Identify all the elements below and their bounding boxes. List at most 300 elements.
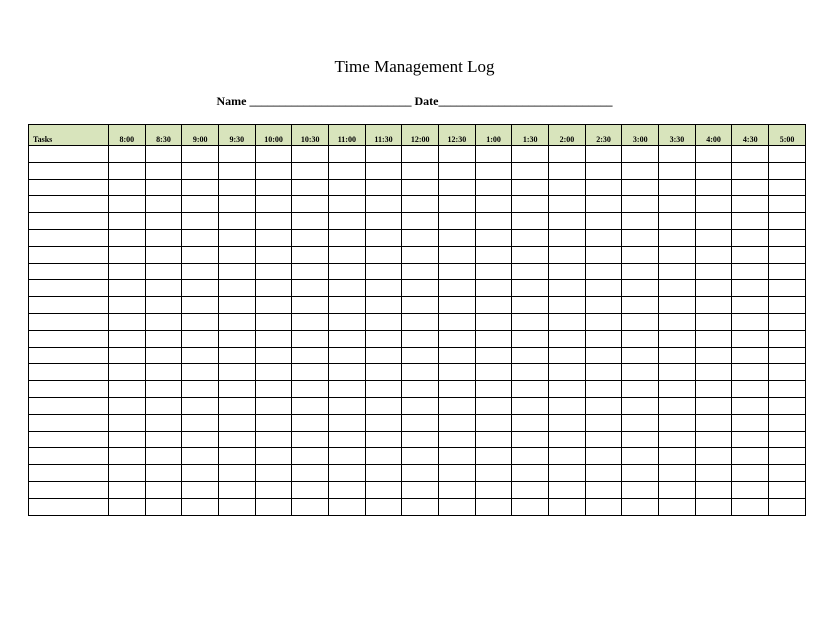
time-slot-cell[interactable]	[292, 280, 329, 297]
time-slot-cell[interactable]	[109, 179, 146, 196]
time-slot-cell[interactable]	[219, 498, 256, 515]
time-slot-cell[interactable]	[475, 330, 512, 347]
time-slot-cell[interactable]	[292, 364, 329, 381]
time-slot-cell[interactable]	[145, 397, 182, 414]
time-slot-cell[interactable]	[439, 213, 476, 230]
time-slot-cell[interactable]	[439, 196, 476, 213]
time-slot-cell[interactable]	[255, 280, 292, 297]
time-slot-cell[interactable]	[292, 213, 329, 230]
time-slot-cell[interactable]	[439, 162, 476, 179]
time-slot-cell[interactable]	[329, 498, 366, 515]
time-slot-cell[interactable]	[182, 364, 219, 381]
time-slot-cell[interactable]	[145, 263, 182, 280]
time-slot-cell[interactable]	[695, 465, 732, 482]
time-slot-cell[interactable]	[365, 397, 402, 414]
time-slot-cell[interactable]	[255, 162, 292, 179]
time-slot-cell[interactable]	[182, 330, 219, 347]
time-slot-cell[interactable]	[475, 297, 512, 314]
time-slot-cell[interactable]	[732, 246, 769, 263]
time-slot-cell[interactable]	[769, 448, 806, 465]
time-slot-cell[interactable]	[695, 414, 732, 431]
time-slot-cell[interactable]	[145, 431, 182, 448]
time-slot-cell[interactable]	[365, 347, 402, 364]
time-slot-cell[interactable]	[512, 179, 549, 196]
time-slot-cell[interactable]	[695, 229, 732, 246]
time-slot-cell[interactable]	[549, 162, 586, 179]
task-cell[interactable]	[29, 162, 109, 179]
time-slot-cell[interactable]	[585, 381, 622, 398]
time-slot-cell[interactable]	[439, 431, 476, 448]
task-cell[interactable]	[29, 414, 109, 431]
time-slot-cell[interactable]	[769, 263, 806, 280]
time-slot-cell[interactable]	[109, 465, 146, 482]
time-slot-cell[interactable]	[402, 246, 439, 263]
time-slot-cell[interactable]	[732, 381, 769, 398]
time-slot-cell[interactable]	[549, 498, 586, 515]
time-slot-cell[interactable]	[219, 179, 256, 196]
time-slot-cell[interactable]	[585, 146, 622, 163]
time-slot-cell[interactable]	[475, 465, 512, 482]
time-slot-cell[interactable]	[439, 313, 476, 330]
time-slot-cell[interactable]	[145, 347, 182, 364]
task-cell[interactable]	[29, 498, 109, 515]
time-slot-cell[interactable]	[549, 263, 586, 280]
time-slot-cell[interactable]	[769, 364, 806, 381]
time-slot-cell[interactable]	[255, 263, 292, 280]
time-slot-cell[interactable]	[292, 381, 329, 398]
time-slot-cell[interactable]	[109, 481, 146, 498]
time-slot-cell[interactable]	[145, 381, 182, 398]
time-slot-cell[interactable]	[695, 397, 732, 414]
time-slot-cell[interactable]	[622, 381, 659, 398]
time-slot-cell[interactable]	[109, 431, 146, 448]
time-slot-cell[interactable]	[439, 246, 476, 263]
time-slot-cell[interactable]	[512, 481, 549, 498]
time-slot-cell[interactable]	[512, 431, 549, 448]
time-slot-cell[interactable]	[182, 347, 219, 364]
time-slot-cell[interactable]	[329, 397, 366, 414]
time-slot-cell[interactable]	[732, 448, 769, 465]
time-slot-cell[interactable]	[512, 330, 549, 347]
time-slot-cell[interactable]	[365, 313, 402, 330]
time-slot-cell[interactable]	[585, 465, 622, 482]
time-slot-cell[interactable]	[402, 179, 439, 196]
time-slot-cell[interactable]	[512, 280, 549, 297]
task-cell[interactable]	[29, 481, 109, 498]
time-slot-cell[interactable]	[365, 196, 402, 213]
time-slot-cell[interactable]	[659, 498, 696, 515]
time-slot-cell[interactable]	[292, 414, 329, 431]
time-slot-cell[interactable]	[255, 146, 292, 163]
time-slot-cell[interactable]	[402, 146, 439, 163]
time-slot-cell[interactable]	[732, 263, 769, 280]
time-slot-cell[interactable]	[365, 229, 402, 246]
time-slot-cell[interactable]	[145, 196, 182, 213]
time-slot-cell[interactable]	[769, 347, 806, 364]
time-slot-cell[interactable]	[549, 347, 586, 364]
time-slot-cell[interactable]	[512, 381, 549, 398]
time-slot-cell[interactable]	[329, 414, 366, 431]
time-slot-cell[interactable]	[402, 196, 439, 213]
time-slot-cell[interactable]	[292, 196, 329, 213]
time-slot-cell[interactable]	[659, 431, 696, 448]
time-slot-cell[interactable]	[219, 397, 256, 414]
time-slot-cell[interactable]	[219, 481, 256, 498]
time-slot-cell[interactable]	[622, 229, 659, 246]
time-slot-cell[interactable]	[659, 364, 696, 381]
time-slot-cell[interactable]	[659, 465, 696, 482]
time-slot-cell[interactable]	[219, 431, 256, 448]
time-slot-cell[interactable]	[659, 213, 696, 230]
time-slot-cell[interactable]	[109, 498, 146, 515]
time-slot-cell[interactable]	[439, 229, 476, 246]
time-slot-cell[interactable]	[439, 465, 476, 482]
time-slot-cell[interactable]	[292, 229, 329, 246]
time-slot-cell[interactable]	[549, 431, 586, 448]
time-slot-cell[interactable]	[182, 179, 219, 196]
time-slot-cell[interactable]	[109, 347, 146, 364]
time-slot-cell[interactable]	[402, 465, 439, 482]
time-slot-cell[interactable]	[732, 498, 769, 515]
time-slot-cell[interactable]	[255, 347, 292, 364]
time-slot-cell[interactable]	[659, 229, 696, 246]
time-slot-cell[interactable]	[512, 313, 549, 330]
time-slot-cell[interactable]	[475, 246, 512, 263]
time-slot-cell[interactable]	[512, 397, 549, 414]
time-slot-cell[interactable]	[439, 280, 476, 297]
time-slot-cell[interactable]	[732, 213, 769, 230]
time-slot-cell[interactable]	[475, 431, 512, 448]
time-slot-cell[interactable]	[255, 229, 292, 246]
time-slot-cell[interactable]	[219, 213, 256, 230]
time-slot-cell[interactable]	[329, 313, 366, 330]
time-slot-cell[interactable]	[402, 431, 439, 448]
time-slot-cell[interactable]	[255, 297, 292, 314]
time-slot-cell[interactable]	[219, 330, 256, 347]
time-slot-cell[interactable]	[622, 330, 659, 347]
time-slot-cell[interactable]	[402, 280, 439, 297]
time-slot-cell[interactable]	[549, 330, 586, 347]
time-slot-cell[interactable]	[659, 347, 696, 364]
time-slot-cell[interactable]	[732, 229, 769, 246]
time-slot-cell[interactable]	[182, 196, 219, 213]
time-slot-cell[interactable]	[292, 330, 329, 347]
time-slot-cell[interactable]	[659, 330, 696, 347]
time-slot-cell[interactable]	[439, 146, 476, 163]
time-slot-cell[interactable]	[585, 347, 622, 364]
time-slot-cell[interactable]	[475, 213, 512, 230]
time-slot-cell[interactable]	[145, 146, 182, 163]
time-slot-cell[interactable]	[475, 381, 512, 398]
time-slot-cell[interactable]	[622, 448, 659, 465]
time-slot-cell[interactable]	[732, 364, 769, 381]
time-slot-cell[interactable]	[695, 498, 732, 515]
time-slot-cell[interactable]	[549, 146, 586, 163]
time-slot-cell[interactable]	[732, 330, 769, 347]
time-slot-cell[interactable]	[292, 498, 329, 515]
time-slot-cell[interactable]	[769, 498, 806, 515]
time-slot-cell[interactable]	[585, 448, 622, 465]
time-slot-cell[interactable]	[439, 448, 476, 465]
task-cell[interactable]	[29, 431, 109, 448]
time-slot-cell[interactable]	[329, 263, 366, 280]
time-slot-cell[interactable]	[292, 297, 329, 314]
time-slot-cell[interactable]	[109, 381, 146, 398]
time-slot-cell[interactable]	[439, 263, 476, 280]
time-slot-cell[interactable]	[732, 347, 769, 364]
time-slot-cell[interactable]	[182, 162, 219, 179]
time-slot-cell[interactable]	[732, 297, 769, 314]
time-slot-cell[interactable]	[329, 481, 366, 498]
time-slot-cell[interactable]	[732, 431, 769, 448]
time-slot-cell[interactable]	[182, 381, 219, 398]
time-slot-cell[interactable]	[182, 397, 219, 414]
time-slot-cell[interactable]	[622, 246, 659, 263]
time-slot-cell[interactable]	[255, 179, 292, 196]
time-slot-cell[interactable]	[475, 397, 512, 414]
time-slot-cell[interactable]	[585, 313, 622, 330]
time-slot-cell[interactable]	[622, 431, 659, 448]
time-slot-cell[interactable]	[365, 280, 402, 297]
time-slot-cell[interactable]	[439, 481, 476, 498]
time-slot-cell[interactable]	[439, 297, 476, 314]
time-slot-cell[interactable]	[659, 280, 696, 297]
time-slot-cell[interactable]	[255, 498, 292, 515]
time-slot-cell[interactable]	[732, 414, 769, 431]
time-slot-cell[interactable]	[292, 263, 329, 280]
time-slot-cell[interactable]	[292, 481, 329, 498]
time-slot-cell[interactable]	[109, 313, 146, 330]
time-slot-cell[interactable]	[145, 297, 182, 314]
time-slot-cell[interactable]	[549, 179, 586, 196]
time-slot-cell[interactable]	[769, 213, 806, 230]
time-slot-cell[interactable]	[109, 280, 146, 297]
time-slot-cell[interactable]	[292, 179, 329, 196]
time-slot-cell[interactable]	[365, 179, 402, 196]
time-slot-cell[interactable]	[365, 364, 402, 381]
time-slot-cell[interactable]	[292, 246, 329, 263]
time-slot-cell[interactable]	[219, 313, 256, 330]
time-slot-cell[interactable]	[585, 162, 622, 179]
time-slot-cell[interactable]	[365, 448, 402, 465]
time-slot-cell[interactable]	[622, 196, 659, 213]
time-slot-cell[interactable]	[769, 196, 806, 213]
time-slot-cell[interactable]	[439, 347, 476, 364]
time-slot-cell[interactable]	[695, 146, 732, 163]
time-slot-cell[interactable]	[585, 297, 622, 314]
time-slot-cell[interactable]	[145, 229, 182, 246]
time-slot-cell[interactable]	[585, 196, 622, 213]
time-slot-cell[interactable]	[585, 229, 622, 246]
time-slot-cell[interactable]	[182, 465, 219, 482]
time-slot-cell[interactable]	[769, 431, 806, 448]
time-slot-cell[interactable]	[769, 229, 806, 246]
time-slot-cell[interactable]	[145, 280, 182, 297]
task-cell[interactable]	[29, 297, 109, 314]
time-slot-cell[interactable]	[585, 364, 622, 381]
time-slot-cell[interactable]	[475, 313, 512, 330]
time-slot-cell[interactable]	[145, 465, 182, 482]
time-slot-cell[interactable]	[512, 246, 549, 263]
task-cell[interactable]	[29, 263, 109, 280]
time-slot-cell[interactable]	[255, 330, 292, 347]
time-slot-cell[interactable]	[549, 465, 586, 482]
time-slot-cell[interactable]	[255, 313, 292, 330]
time-slot-cell[interactable]	[145, 330, 182, 347]
time-slot-cell[interactable]	[549, 448, 586, 465]
time-slot-cell[interactable]	[182, 246, 219, 263]
time-slot-cell[interactable]	[182, 229, 219, 246]
time-slot-cell[interactable]	[549, 229, 586, 246]
time-slot-cell[interactable]	[145, 179, 182, 196]
time-slot-cell[interactable]	[402, 481, 439, 498]
time-slot-cell[interactable]	[732, 313, 769, 330]
time-slot-cell[interactable]	[585, 414, 622, 431]
task-cell[interactable]	[29, 330, 109, 347]
time-slot-cell[interactable]	[219, 364, 256, 381]
task-cell[interactable]	[29, 313, 109, 330]
time-slot-cell[interactable]	[145, 498, 182, 515]
time-slot-cell[interactable]	[695, 347, 732, 364]
time-slot-cell[interactable]	[329, 179, 366, 196]
time-slot-cell[interactable]	[769, 146, 806, 163]
time-slot-cell[interactable]	[695, 330, 732, 347]
time-slot-cell[interactable]	[329, 162, 366, 179]
time-slot-cell[interactable]	[622, 213, 659, 230]
time-slot-cell[interactable]	[659, 246, 696, 263]
time-slot-cell[interactable]	[549, 280, 586, 297]
time-slot-cell[interactable]	[255, 364, 292, 381]
time-slot-cell[interactable]	[695, 431, 732, 448]
time-slot-cell[interactable]	[769, 330, 806, 347]
time-slot-cell[interactable]	[329, 381, 366, 398]
time-slot-cell[interactable]	[659, 179, 696, 196]
time-slot-cell[interactable]	[255, 397, 292, 414]
time-slot-cell[interactable]	[219, 146, 256, 163]
time-slot-cell[interactable]	[329, 213, 366, 230]
time-slot-cell[interactable]	[109, 364, 146, 381]
time-slot-cell[interactable]	[439, 330, 476, 347]
time-slot-cell[interactable]	[219, 162, 256, 179]
time-slot-cell[interactable]	[622, 146, 659, 163]
time-slot-cell[interactable]	[732, 146, 769, 163]
time-slot-cell[interactable]	[255, 414, 292, 431]
task-cell[interactable]	[29, 397, 109, 414]
time-slot-cell[interactable]	[475, 364, 512, 381]
time-slot-cell[interactable]	[145, 162, 182, 179]
time-slot-cell[interactable]	[695, 213, 732, 230]
time-slot-cell[interactable]	[109, 213, 146, 230]
time-slot-cell[interactable]	[329, 196, 366, 213]
time-slot-cell[interactable]	[549, 364, 586, 381]
time-slot-cell[interactable]	[475, 448, 512, 465]
time-slot-cell[interactable]	[365, 414, 402, 431]
time-slot-cell[interactable]	[732, 179, 769, 196]
time-slot-cell[interactable]	[145, 246, 182, 263]
time-slot-cell[interactable]	[219, 465, 256, 482]
time-slot-cell[interactable]	[255, 448, 292, 465]
time-slot-cell[interactable]	[219, 196, 256, 213]
time-slot-cell[interactable]	[769, 414, 806, 431]
time-slot-cell[interactable]	[512, 448, 549, 465]
time-slot-cell[interactable]	[512, 414, 549, 431]
time-slot-cell[interactable]	[145, 414, 182, 431]
time-slot-cell[interactable]	[255, 465, 292, 482]
time-slot-cell[interactable]	[329, 229, 366, 246]
time-slot-cell[interactable]	[512, 347, 549, 364]
time-slot-cell[interactable]	[402, 397, 439, 414]
time-slot-cell[interactable]	[402, 229, 439, 246]
time-slot-cell[interactable]	[549, 196, 586, 213]
time-slot-cell[interactable]	[769, 179, 806, 196]
time-slot-cell[interactable]	[659, 397, 696, 414]
time-slot-cell[interactable]	[182, 280, 219, 297]
time-slot-cell[interactable]	[145, 448, 182, 465]
time-slot-cell[interactable]	[512, 297, 549, 314]
time-slot-cell[interactable]	[439, 179, 476, 196]
time-slot-cell[interactable]	[109, 229, 146, 246]
time-slot-cell[interactable]	[769, 162, 806, 179]
time-slot-cell[interactable]	[402, 263, 439, 280]
time-slot-cell[interactable]	[732, 280, 769, 297]
time-slot-cell[interactable]	[659, 297, 696, 314]
time-slot-cell[interactable]	[475, 280, 512, 297]
time-slot-cell[interactable]	[622, 364, 659, 381]
time-slot-cell[interactable]	[402, 162, 439, 179]
time-slot-cell[interactable]	[622, 162, 659, 179]
time-slot-cell[interactable]	[439, 381, 476, 398]
time-slot-cell[interactable]	[695, 263, 732, 280]
time-slot-cell[interactable]	[439, 364, 476, 381]
time-slot-cell[interactable]	[329, 280, 366, 297]
time-slot-cell[interactable]	[292, 313, 329, 330]
time-slot-cell[interactable]	[769, 280, 806, 297]
time-slot-cell[interactable]	[292, 162, 329, 179]
time-slot-cell[interactable]	[402, 330, 439, 347]
time-slot-cell[interactable]	[549, 297, 586, 314]
time-slot-cell[interactable]	[255, 481, 292, 498]
task-cell[interactable]	[29, 179, 109, 196]
time-slot-cell[interactable]	[549, 313, 586, 330]
time-slot-cell[interactable]	[109, 146, 146, 163]
time-slot-cell[interactable]	[622, 397, 659, 414]
time-slot-cell[interactable]	[475, 146, 512, 163]
time-slot-cell[interactable]	[329, 297, 366, 314]
time-slot-cell[interactable]	[219, 263, 256, 280]
time-slot-cell[interactable]	[402, 213, 439, 230]
time-slot-cell[interactable]	[622, 481, 659, 498]
time-slot-cell[interactable]	[512, 146, 549, 163]
time-slot-cell[interactable]	[182, 297, 219, 314]
time-slot-cell[interactable]	[255, 196, 292, 213]
time-slot-cell[interactable]	[622, 263, 659, 280]
time-slot-cell[interactable]	[182, 263, 219, 280]
time-slot-cell[interactable]	[659, 196, 696, 213]
time-slot-cell[interactable]	[585, 431, 622, 448]
time-slot-cell[interactable]	[329, 347, 366, 364]
time-slot-cell[interactable]	[402, 364, 439, 381]
time-slot-cell[interactable]	[292, 448, 329, 465]
time-slot-cell[interactable]	[219, 297, 256, 314]
time-slot-cell[interactable]	[182, 414, 219, 431]
time-slot-cell[interactable]	[512, 263, 549, 280]
time-slot-cell[interactable]	[475, 263, 512, 280]
time-slot-cell[interactable]	[549, 414, 586, 431]
time-slot-cell[interactable]	[145, 364, 182, 381]
time-slot-cell[interactable]	[329, 364, 366, 381]
task-cell[interactable]	[29, 347, 109, 364]
time-slot-cell[interactable]	[659, 481, 696, 498]
